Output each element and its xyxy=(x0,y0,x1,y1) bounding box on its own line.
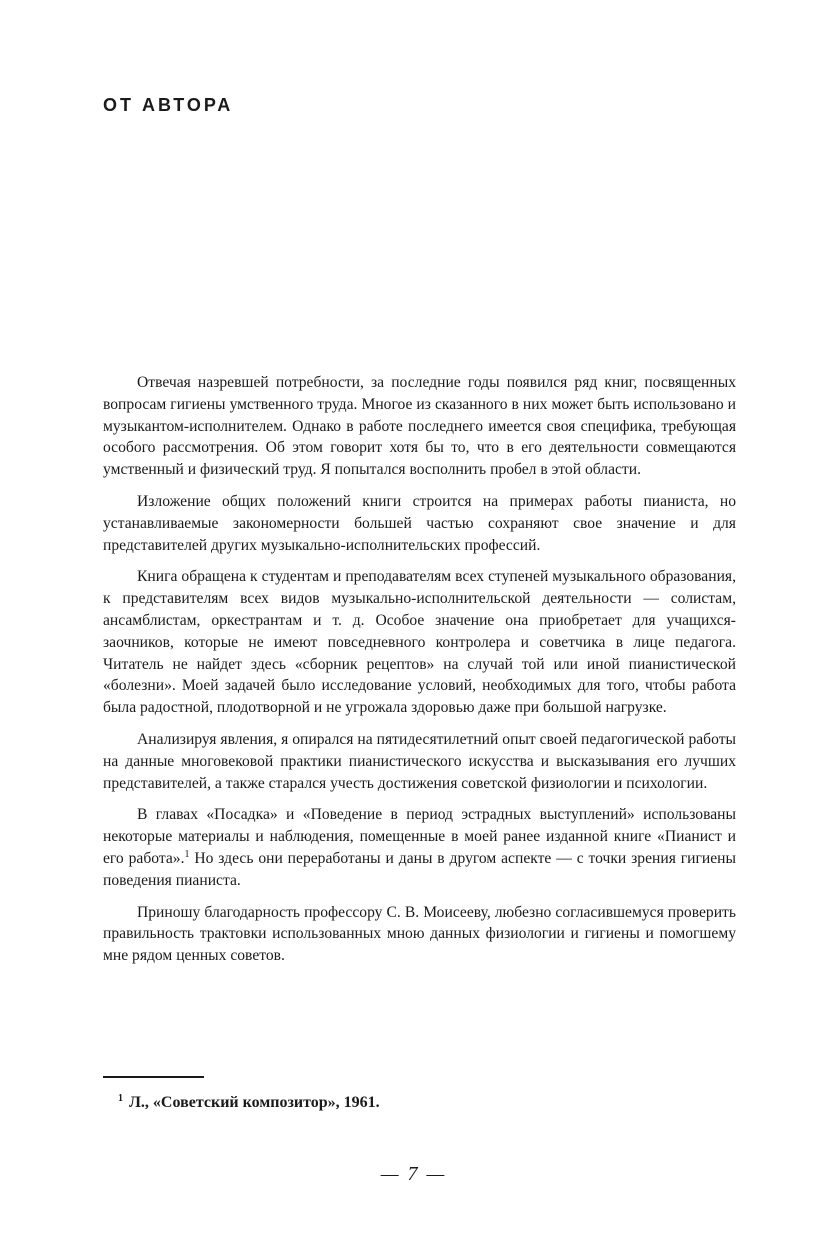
footnote-reference[interactable]: 1 xyxy=(184,848,190,860)
paragraph-6: Приношу благодарность профессору С. В. Моисееву, любезно согласившемуся проверить правильность трактовки использованных мною данных физиологии и гигиены и помогшему мне рядом ценных советов. xyxy=(103,903,736,965)
paragraph-4: Анализируя явления, я опирался на пятидесятилетний опыт своей педагогической работы на данные многовековой практики пианистического искусства и высказывания его лучших представителей, а также старался учесть достижения советской физиологии и психологии. xyxy=(103,730,736,792)
paragraph-5-text-after: Но здесь они переработаны и даны в другом аспекте — с точки зрения гигиены поведения пианиста. xyxy=(103,849,736,889)
paragraph-3: Книга обращена к студентам и преподавателям всех ступеней музыкального образования, к представителям всех видов музыкально-исполнительской деятельности — солистам, ансамблистам, оркестрантам и т. д. Особое значение она приобретает для учащихся-заочников, которые не имеют повседневного контролера и советчика в лице педагога. Читатель не найдет здесь «сборник рецептов» на случай той или иной пианистической «болезни». Моей задачей было исследование условий, необходимых для того, чтобы работа была радостной, плодотворной и не угрожала здоровью даже при большой нагрузке. xyxy=(103,568,736,717)
preface-body xyxy=(103,372,736,977)
footnote-text: Л., «Советский композитор», 1961. xyxy=(129,1094,380,1111)
paragraph-5-text-before: В главах «Посадка» и «Поведение в период эстрадных выступлений» использованы некоторые материалы и наблюдения, помещенные в моей ранее изданной книге «Пианист и его работа». xyxy=(103,806,736,867)
page-title: ОТ АВТОРА xyxy=(103,95,234,115)
footnote-mark: 1 xyxy=(118,1092,123,1104)
paragraph-1: Отвечая назревшей потребности, за последние годы появился ряд книг, посвященных вопросам гигиены умственного труда. Многое из сказанного в них может быть использовано и музыкантом-исполнителем. Однако в работе последнего имеется своя специфика, требующая особого рассмотрения. Об этом говорит хотя бы то, что в его деятельности совмещаются умственный и физический труд. Я попытался восполнить пробел в этой области. xyxy=(103,374,736,479)
page-number: — 7 — xyxy=(380,1163,447,1185)
paragraph-5 xyxy=(103,804,736,891)
footnote-divider xyxy=(103,1076,204,1078)
footnote xyxy=(118,1093,380,1113)
paragraph-2: Изложение общих положений книги строится на примерах работы пианиста, но устанавливаемые закономерности большей частью сохраняют свое значение и для представителей других музыкально-исполнительских профессий. xyxy=(103,492,736,554)
